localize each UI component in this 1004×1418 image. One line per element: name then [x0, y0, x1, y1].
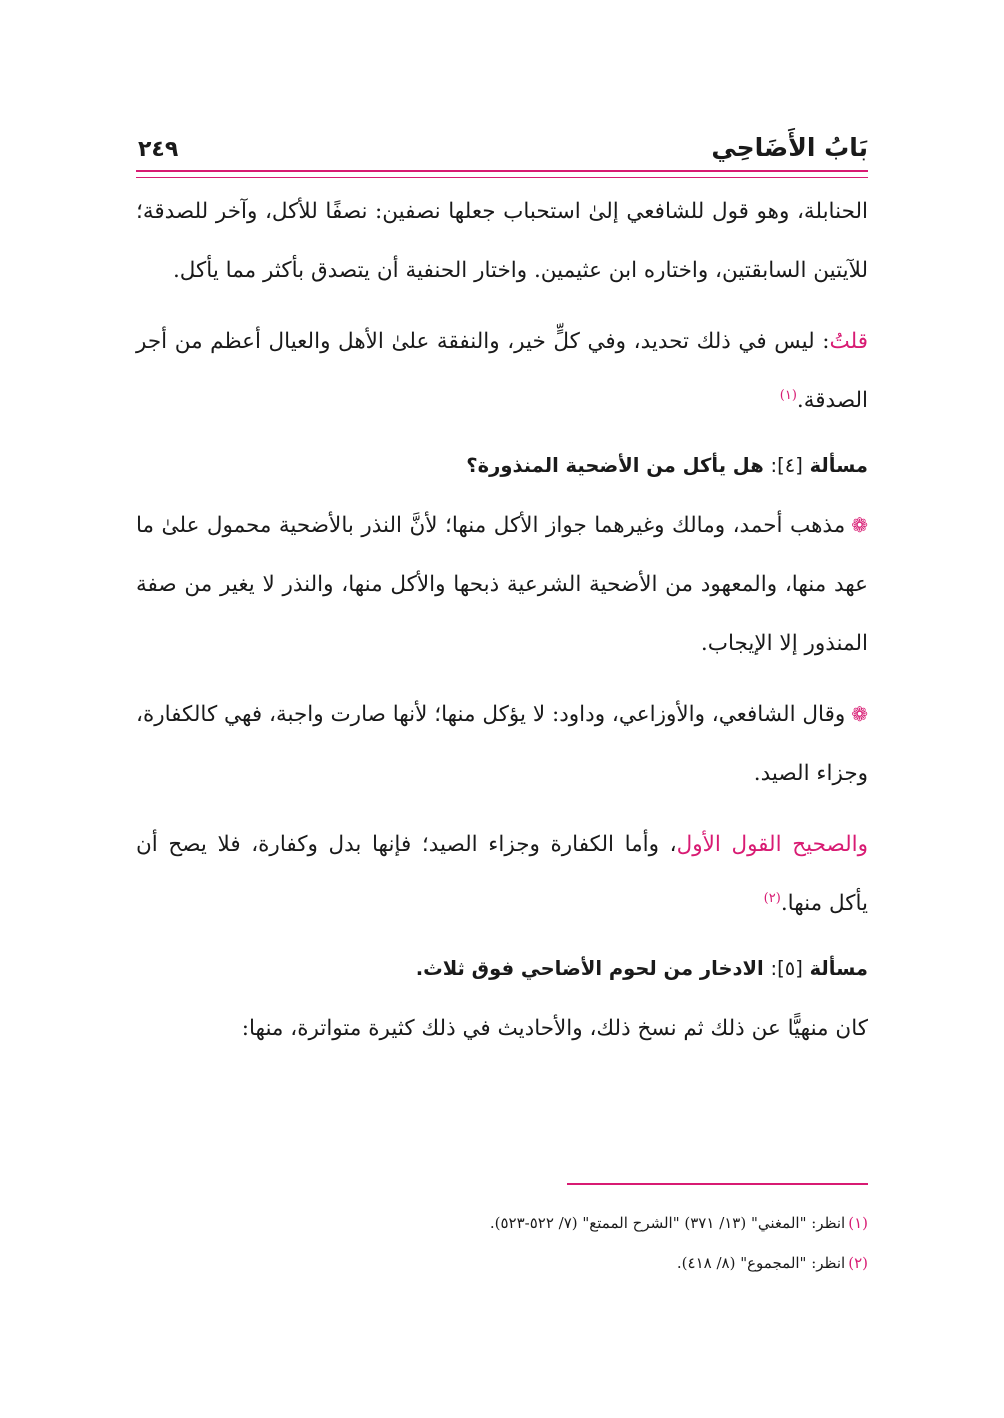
paragraph-5-lead: والصحيح القول الأول — [676, 832, 868, 857]
flower-bullet-icon: ❁ — [851, 513, 868, 537]
header-rule-thick — [136, 170, 868, 172]
paragraph-2-lead: قلتُ — [829, 329, 868, 354]
page-body — [136, 118, 868, 1058]
page-header — [136, 118, 868, 162]
paragraph-2 — [136, 312, 868, 430]
paragraph-4 — [136, 685, 868, 803]
paragraph-1: الحنابلة، وهو قول للشافعي إلىٰ استحباب جعلها نصفين: نصفًا للأكل، وآخر للصدقة؛ للآيتين السابقتين، واختاره ابن عثيمين. واختار الحنفية أن يتصدق بأكثر مما يأكل. — [136, 199, 868, 283]
heading-5-label: مسألة — [809, 957, 868, 980]
paragraph-5-body: ، وأما الكفارة وجزاء الصيد؛ فإنها بدل وكفارة، فلا يصح أن يأكل منها. — [136, 832, 868, 916]
footnote-1-text: انظر: "المغني" (١٣/ ٣٧١) "الشرح الممتع" (٧/ ٥٢٢-٥٢٣). — [489, 1214, 846, 1232]
footnote-ref-1[interactable]: (١) — [779, 387, 797, 403]
footnote-2-text: انظر: "المجموع" (٨/ ٤١٨). — [676, 1254, 846, 1272]
paragraph-5 — [136, 815, 868, 933]
section-heading-5 — [136, 949, 868, 989]
header-rule-thin — [136, 177, 868, 178]
footnote-1 — [136, 1203, 868, 1243]
footnote-1-marker: (١) — [848, 1214, 868, 1232]
paragraph-2-body: : ليس في ذلك تحديد، وفي كلٍّ خير، والنفقة علىٰ الأهل والعيال أعظم من أجر الصدقة. — [136, 329, 868, 413]
paragraph-4-text: وقال الشافعي، والأوزاعي، وداود: لا يؤكل منها؛ لأنها صارت واجبة، فهي كالكفارة، وجزاء الصيد. — [136, 702, 868, 786]
footnote-2 — [136, 1243, 868, 1283]
heading-4-text: هل يأكل من الأضحية المنذورة؟ — [466, 454, 764, 477]
footnote-2-marker: (٢) — [848, 1254, 868, 1272]
paragraph-6: كان منهيًّا عن ذلك ثم نسخ ذلك، والأحاديث في ذلك كثيرة متواترة، منها: — [241, 1016, 868, 1041]
page-number: ٢٤٩ — [138, 137, 179, 162]
footnote-separator — [567, 1183, 868, 1185]
flower-bullet-icon: ❁ — [851, 702, 868, 726]
chapter-title: بَابُ الأَضَاحِي — [711, 133, 868, 162]
section-heading-4 — [136, 446, 868, 486]
heading-5-number: [٥]: — [770, 957, 803, 980]
paragraph-3-text: مذهب أحمد، ومالك وغيرهما جواز الأكل منها؛ لأنَّ النذر بالأضحية محمول علىٰ ما عهد منها، والمعهود من الأضحية الشرعية ذبحها والأكل منها، والنذر لا يغير من صفة المنذور إلا الإيجاب. — [136, 513, 868, 656]
paragraph-3 — [136, 496, 868, 673]
footnotes — [136, 1203, 868, 1283]
heading-4-label: مسألة — [809, 454, 868, 477]
heading-4-number: [٤]: — [770, 454, 803, 477]
heading-5-text: الادخار من لحوم الأضاحي فوق ثلاث. — [415, 957, 764, 980]
footnote-ref-2[interactable]: (٢) — [763, 890, 781, 906]
